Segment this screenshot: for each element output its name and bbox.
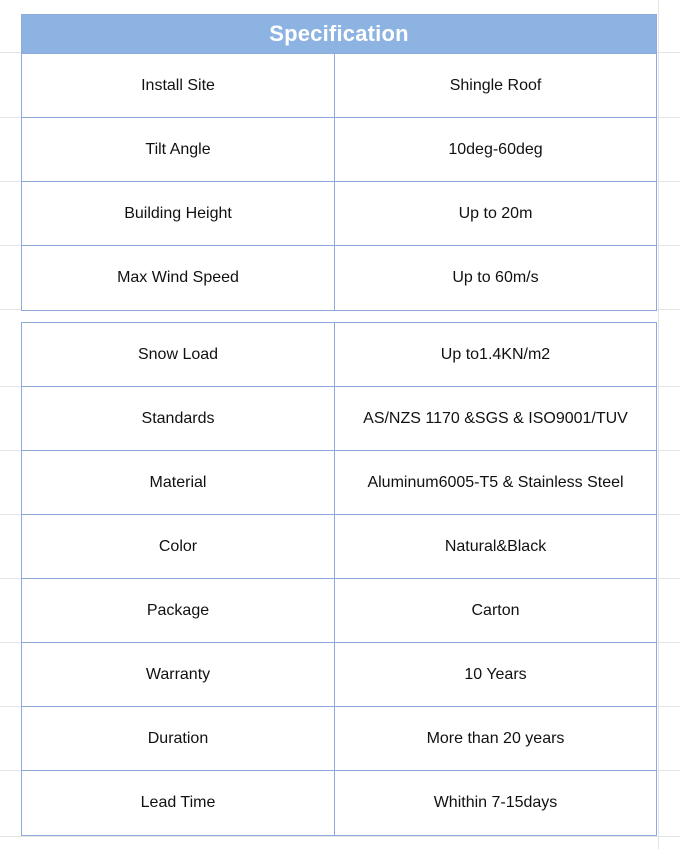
spec-value: 10 Years (464, 665, 527, 683)
spec-label: Warranty (22, 643, 335, 706)
spec-header: Specification (22, 15, 656, 54)
spec-label: Duration (22, 707, 335, 770)
spec-value: 10deg-60deg (448, 140, 543, 158)
spec-value: Shingle Roof (449, 76, 542, 94)
spec-rows-top (22, 54, 656, 310)
table-row (22, 182, 656, 246)
spec-label: Tilt Angle (22, 118, 335, 181)
grid-line (658, 0, 659, 849)
spec-value: AS/NZS 1170 &SGS & ISO9001/TUV (363, 409, 628, 427)
table-row (22, 451, 656, 515)
spec-value: Aluminum6005-T5 & Stainless Steel (367, 473, 624, 491)
spec-label: Package (22, 579, 335, 642)
table-row (22, 579, 656, 643)
spec-label: Color (22, 515, 335, 578)
spec-table-top (21, 14, 657, 311)
grid-line (0, 836, 680, 837)
spec-table-bottom (21, 322, 657, 836)
spec-label: Install Site (22, 54, 335, 117)
table-row (22, 54, 656, 118)
spec-value: Carton (471, 601, 520, 619)
table-row (22, 707, 656, 771)
table-row (22, 515, 656, 579)
spec-label: Material (22, 451, 335, 514)
spec-value: Up to1.4KN/m2 (440, 345, 551, 363)
table-row (22, 643, 656, 707)
spec-value: Natural&Black (444, 537, 547, 555)
spec-label: Standards (22, 387, 335, 450)
table-row (22, 118, 656, 182)
spec-value: Up to 60m/s (452, 269, 539, 286)
spec-label: Building Height (22, 182, 335, 245)
spec-label: Max Wind Speed (22, 246, 335, 310)
spec-value: More than 20 years (426, 729, 565, 747)
spec-label: Lead Time (22, 771, 335, 835)
table-row (22, 246, 656, 310)
spec-value: Whithin 7-15days (433, 794, 558, 811)
table-row (22, 323, 656, 387)
spec-value: Up to 20m (458, 204, 533, 222)
table-row (22, 771, 656, 835)
spec-label: Snow Load (22, 323, 335, 386)
table-row (22, 387, 656, 451)
spec-rows-bottom (22, 323, 656, 835)
